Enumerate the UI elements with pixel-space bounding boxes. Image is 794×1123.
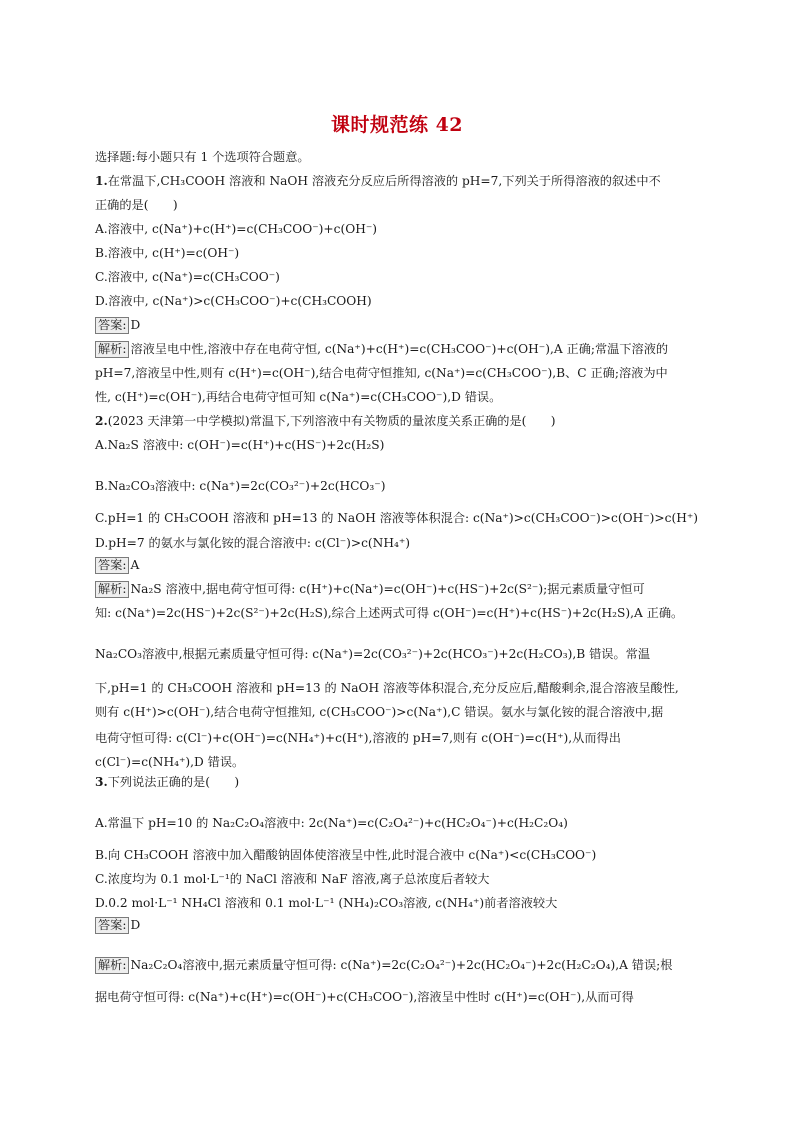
explanation-line: [95, 581, 715, 598]
text-line: [95, 478, 715, 495]
line-text: pH=7,溶液呈中性,则有 c(H⁺)=c(OH⁻),结合电荷守恒推知, c(Na⁺)=c(CH₃COO⁻),B、C 正确;溶液为中: [95, 366, 668, 380]
line-text: C.pH=1 的 CH₃COOH 溶液和 pH=13 的 NaOH 溶液等体积混合: c(Na⁺)>c(CH₃COO⁻)>c(OH⁻)>c(H⁺): [95, 511, 699, 525]
line-text: 下列说法正确的是( ): [107, 775, 240, 789]
line-text: Na₂CO₃溶液中,根据元素质量守恒可得: c(Na⁺)=2c(CO₃²⁻)+2c(HCO₃⁻)+2c(H₂CO₃),B 错误。常温: [95, 647, 651, 661]
answer-label: 答案:: [95, 917, 129, 934]
answer-line: [95, 317, 715, 334]
line-text: 溶液呈电中性,溶液中存在电荷守恒, c(Na⁺)+c(H⁺)=c(CH₃COO⁻)+c(OH⁻),A 正确;常温下溶液的: [130, 342, 669, 356]
line-text: 在常温下,CH₃COOH 溶液和 NaOH 溶液充分反应后所得溶液的 pH=7,下列关于所得溶液的叙述中不: [107, 174, 661, 188]
text-line: [95, 680, 715, 697]
explanation-line: [95, 341, 715, 358]
line-text: D: [130, 318, 141, 332]
text-line: [95, 704, 715, 721]
line-text: B.溶液中, c(H⁺)=c(OH⁻): [95, 246, 240, 260]
text-line: [95, 269, 715, 286]
line-text: A.Na₂S 溶液中: c(OH⁻)=c(H⁺)+c(HS⁻)+2c(H₂S): [95, 438, 385, 452]
line-text: c(Cl⁻)=c(NH₄⁺),D 错误。: [95, 755, 245, 769]
line-text: Na₂S 溶液中,据电荷守恒可得: c(H⁺)+c(Na⁺)=c(OH⁻)+c(HS⁻)+2c(S²⁻);据元素质量守恒可: [130, 582, 645, 596]
explanation-label: 解析:: [95, 957, 129, 974]
line-text: 性, c(H⁺)=c(OH⁻),再结合电荷守恒可知 c(Na⁺)=c(CH₃COO⁻),D 错误。: [95, 390, 502, 404]
line-text: 电荷守恒可得: c(Cl⁻)+c(OH⁻)=c(NH₄⁺)+c(H⁺),溶液的 pH=7,则有 c(OH⁻)=c(H⁺),从而得出: [95, 731, 621, 745]
line-text: (2023 天津第一中学模拟)常温下,下列溶液中有关物质的量浓度关系正确的是( ): [107, 414, 556, 428]
line-text: 选择题:每小题只有 1 个选项符合题意。: [95, 150, 310, 164]
text-line: [95, 605, 715, 622]
text-line: [95, 365, 715, 382]
line-text: 知: c(Na⁺)=2c(HS⁻)+2c(S²⁻)+2c(H₂S),综合上述两式可得 c(OH⁻)=c(H⁺)+c(HS⁻)+2c(H₂S),A 正确。: [95, 606, 684, 620]
answer-label: 答案:: [95, 557, 129, 574]
text-line: [95, 847, 715, 864]
line-text: D.0.2 mol·L⁻¹ NH₄Cl 溶液和 0.1 mol·L⁻¹ (NH₄)₂CO₃溶液, c(NH₄⁺)前者溶液较大: [95, 896, 558, 910]
line-text: C.溶液中, c(Na⁺)=c(CH₃COO⁻): [95, 270, 280, 284]
line-text: 下,pH=1 的 CH₃COOH 溶液和 pH=13 的 NaOH 溶液等体积混合,充分反应后,醋酸剩余,混合溶液呈酸性,: [95, 681, 679, 695]
text-line: [95, 389, 715, 406]
question-line: [95, 774, 715, 791]
line-text: B.Na₂CO₃溶液中: c(Na⁺)=2c(CO₃²⁻)+2c(HCO₃⁻): [95, 479, 386, 493]
text-line: [95, 510, 715, 527]
answer-line: [95, 917, 715, 934]
line-text: B.向 CH₃COOH 溶液中加入醋酸钠固体使溶液呈中性,此时混合液中 c(Na⁺)<c(CH₃COO⁻): [95, 848, 597, 862]
line-text: Na₂C₂O₄溶液中,据元素质量守恒可得: c(Na⁺)=2c(C₂O₄²⁻)+2c(HC₂O₄⁻)+2c(H₂C₂O₄),A 错误;根: [130, 958, 673, 972]
line-text: A: [130, 558, 140, 572]
line-text: D.溶液中, c(Na⁺)>c(CH₃COO⁻)+c(CH₃COOH): [95, 294, 372, 308]
answer-line: [95, 557, 715, 574]
text-line: [95, 646, 715, 663]
text-line: [95, 895, 715, 912]
text-line: [95, 437, 715, 454]
question-number: 3.: [95, 775, 108, 789]
line-text: 则有 c(H⁺)>c(OH⁻),结合电荷守恒推知, c(CH₃COO⁻)>c(Na⁺),C 错误。氨水与氯化铵的混合溶液中,据: [95, 705, 664, 719]
question-number: 1.: [95, 174, 108, 188]
line-text: D.pH=7 的氨水与氯化铵的混合溶液中: c(Cl⁻)>c(NH₄⁺): [95, 536, 411, 550]
question-number: 2.: [95, 414, 108, 428]
text-line: [95, 989, 715, 1006]
text-line: [95, 535, 715, 552]
line-text: A.常温下 pH=10 的 Na₂C₂O₄溶液中: 2c(Na⁺)=c(C₂O₄²⁻)+c(HC₂O₄⁻)+c(H₂C₂O₄): [95, 816, 568, 830]
explanation-label: 解析:: [95, 581, 129, 598]
line-text: C.浓度均为 0.1 mol·L⁻¹的 NaCl 溶液和 NaF 溶液,离子总浓度后者较大: [95, 872, 490, 886]
question-line: [95, 173, 715, 190]
explanation-label: 解析:: [95, 341, 129, 358]
page-title: 课时规范练 42: [330, 114, 464, 136]
explanation-line: [95, 957, 715, 974]
text-line: [95, 197, 715, 214]
text-line: [95, 245, 715, 262]
line-text: 据电荷守恒可得: c(Na⁺)+c(H⁺)=c(OH⁻)+c(CH₃COO⁻),溶液呈中性时 c(H⁺)=c(OH⁻),从而可得: [95, 990, 634, 1004]
question-line: [95, 413, 715, 430]
text-line: [95, 815, 715, 832]
line-text: A.溶液中, c(Na⁺)+c(H⁺)=c(CH₃COO⁻)+c(OH⁻): [95, 222, 378, 236]
line-text: D: [130, 918, 141, 932]
text-line: [95, 730, 715, 747]
text-line: [95, 293, 715, 310]
answer-label: 答案:: [95, 317, 129, 334]
text-line: [95, 221, 715, 238]
text-line: [95, 754, 715, 771]
text-line: [95, 871, 715, 888]
text-line: [95, 149, 715, 166]
line-text: 正确的是( ): [95, 198, 178, 212]
